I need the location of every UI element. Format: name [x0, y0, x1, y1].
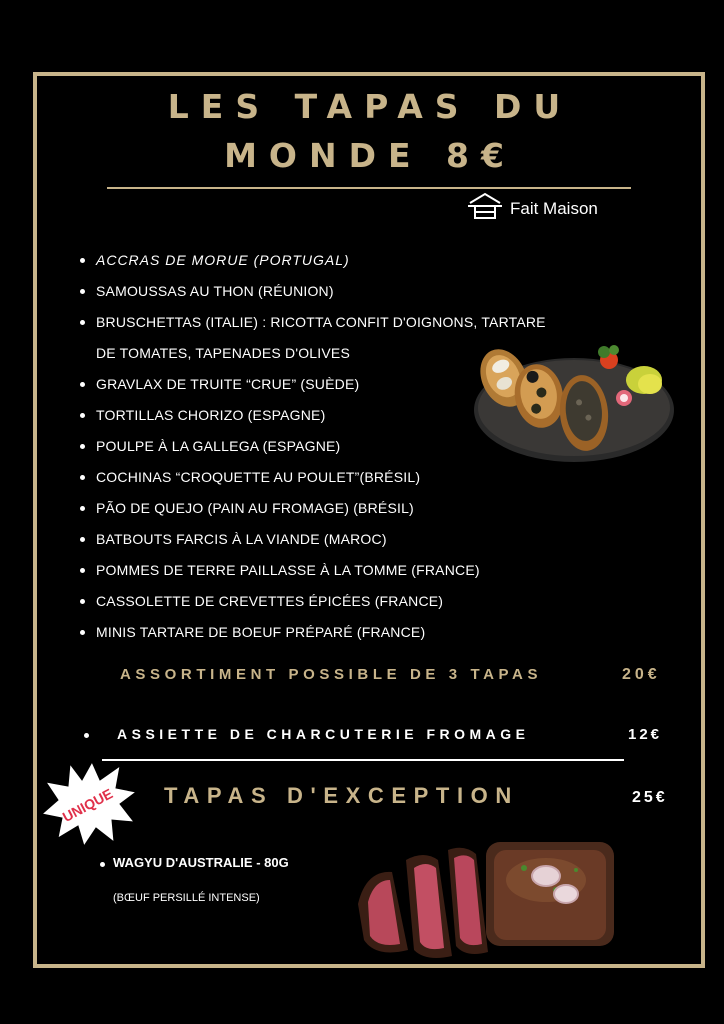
- assortment-label: ASSORTIMENT POSSIBLE DE 3 TAPAS: [120, 666, 543, 683]
- house-icon: [466, 192, 504, 225]
- exception-price: 25€: [632, 789, 668, 806]
- list-item-label: GRAVLAX DE TRUITE “CRUE” (SUÈDE): [96, 376, 360, 392]
- section-divider: [102, 759, 624, 761]
- fait-maison-label: [466, 192, 598, 225]
- list-item: [78, 524, 618, 555]
- list-item-label: POMMES DE TERRE PAILLASSE À LA TOMME (FRANCE): [96, 562, 480, 578]
- unique-badge-text: UNIQUE: [59, 785, 116, 825]
- wagyu-note: (BŒUF PERSILLÉ INTENSE): [113, 892, 260, 904]
- wagyu-photo: [356, 840, 618, 964]
- charcuterie-price: 12€: [628, 726, 663, 743]
- list-item-label: COCHINAS “CROQUETTE AU POULET”(BRÉSIL): [96, 469, 421, 485]
- list-item-continuation: DE TOMATES, TAPENADES D'OLIVES: [96, 345, 351, 361]
- wagyu-item: WAGYU D'AUSTRALIE - 80G: [113, 855, 289, 870]
- list-item-label: BRUSCHETTAS (ITALIE) : RICOTTA CONFIT D'OIGNONS, TARTARE: [96, 314, 546, 330]
- list-item: [78, 276, 618, 307]
- exception-title: TAPAS D'EXCEPTION: [164, 783, 519, 808]
- bullet-dot: [100, 862, 105, 867]
- menu-title-line2: MONDE 8€: [224, 136, 516, 175]
- unique-badge: [40, 760, 136, 846]
- list-item-label: SAMOUSSAS AU THON (RÉUNION): [96, 283, 334, 299]
- list-item-label: MINIS TARTARE DE BOEUF PRÉPARÉ (FRANCE): [96, 624, 426, 640]
- list-item-label: POULPE À LA GALLEGA (ESPAGNE): [96, 438, 341, 454]
- list-item: [78, 617, 618, 648]
- list-item-label: ACCRAS DE MORUE (PORTUGAL): [96, 252, 350, 268]
- list-item-label: TORTILLAS CHORIZO (ESPAGNE): [96, 407, 326, 423]
- list-item: [78, 555, 618, 586]
- list-item: [78, 245, 618, 276]
- list-item: [78, 586, 618, 617]
- menu-title-line1: LES TAPAS DU: [167, 87, 573, 126]
- title-divider: [107, 187, 631, 189]
- bullet-dot: [84, 733, 89, 738]
- bruschetta-photo: [474, 338, 674, 468]
- list-item-label: BATBOUTS FARCIS À LA VIANDE (MAROC): [96, 531, 387, 547]
- list-item: [78, 493, 618, 524]
- charcuterie-label: ASSIETTE DE CHARCUTERIE FROMAGE: [117, 726, 530, 742]
- assortment-price: 20€: [622, 666, 661, 683]
- fait-maison-text: Fait Maison: [510, 198, 598, 218]
- list-item-label: CASSOLETTE DE CREVETTES ÉPICÉES (FRANCE): [96, 593, 444, 609]
- list-item-label: PÃO DE QUEJO (PAIN AU FROMAGE) (BRÉSIL): [96, 500, 414, 516]
